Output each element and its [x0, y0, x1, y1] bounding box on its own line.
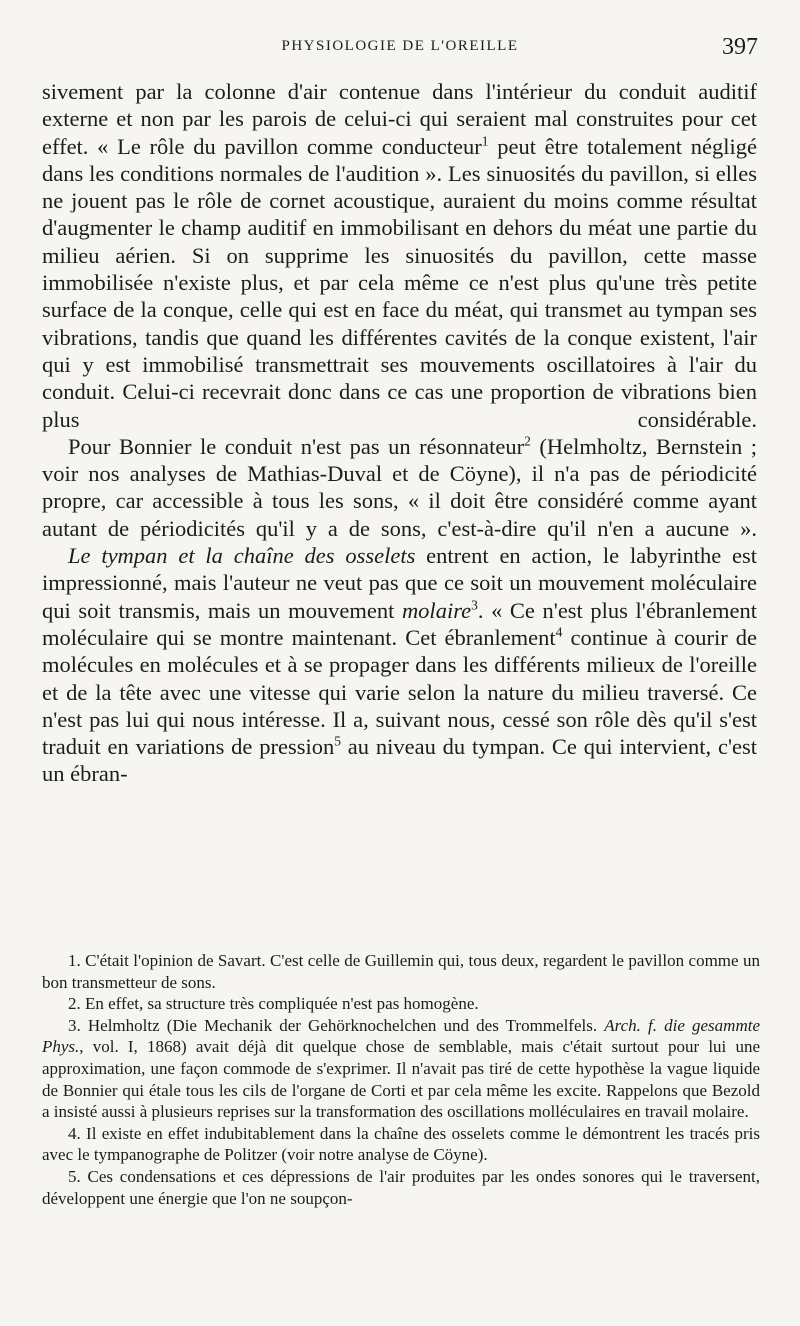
- p1-text-cont: peut être totalement négligé dans les conditions normales de l'audition ». Les sinuosités du pavillon, si elles ne jouent pas le rôle de cornet acoustique, auraient du moins comme résultat d'augmenter le champ auditif en immobilisant en dehors du méat une partie du milieu aérien. Si on supprime les sinuosités du pavillon, cette masse immobilisée n'existe plus, et par cela même ce n'est plus qu'une très petite surface de la conque, celle qui est en face du méat, qui transmet au tympan ses vibrations, tandis que quand les différentes cavités de la conque existent, l'air qui y est immobilisé transmettrait ses mouvements oscillatoires à l'air du conduit. Celui-ci recevrait donc dans ce cas une proportion de vibrations bien plus considérable.: [42, 133, 757, 432]
- footnote-ref-4: 4: [555, 624, 563, 640]
- p2-text: Pour Bonnier le conduit n'est pas un résonnateur: [68, 433, 525, 459]
- body-text: [42, 78, 757, 788]
- footnote-3-text: 3. Helmholtz (Die Mechanik der Gehörknochelchen und des Trommelfels.: [68, 1015, 605, 1035]
- footnote-3: [42, 1015, 760, 1123]
- paragraph-2: [42, 433, 757, 542]
- paragraph-3: [42, 542, 757, 788]
- p3-text-d: au niveau du tympan. Ce qui intervient, c'est un ébran-: [42, 734, 757, 787]
- running-head: [42, 34, 758, 64]
- p3-text-b: . « Ce n'est plus l'ébranlement moléculaire qui se montre maintenant. Cet ébranlement: [42, 597, 758, 650]
- p3-italic-heading: Le tympan et la chaîne des osselets: [68, 543, 416, 569]
- footnote-3-journal: Arch. f. die gesammte Phys.: [42, 1015, 760, 1057]
- running-title: PHYSIOLOGIE DE L'OREILLE: [281, 38, 519, 54]
- p3-text-c: continue à courir de molécules en molécules et à se propager dans les différents milieux de l'oreille et de la tête avec une vitesse qui varie selon la nature du milieu traversé. Ce n'est pas lui qui nous intéresse. Il a, suivant nous, cessé son rôle dès qu'il s'est traduit en variations de pression: [42, 624, 757, 760]
- footnote-1: 1. C'était l'opinion de Savart. C'est celle de Guillemin qui, tous deux, regardent le pavillon comme un bon transmetteur de sons.: [42, 951, 760, 992]
- p1-text: sivement par la colonne d'air contenue dans l'intérieur du conduit auditif externe et non par les parois de celui-ci qui seraient mal construites pour cet effet. « Le rôle du pavillon comme conducteur: [42, 79, 757, 159]
- footnote-ref-3: 3: [471, 597, 478, 613]
- p3-italic-molaire: molaire: [401, 597, 472, 623]
- footnote-ref-1: 1: [481, 133, 489, 149]
- footnote-3-text-cont: , vol. I, 1868) avait déjà dit quelque chose de semblable, mais c'était surtout pour lui une approximation, une façon commode de s'exprimer. Il n'avait pas tiré de cette hypothèse la vague liquide de Bonnier qui étale tous les cils de l'organe de Corti et par cela même les excite. Rappelons que Bezold a insisté aussi à plusieurs reprises sur la transformation des oscillations molléculaires en travail molaire.: [42, 1037, 760, 1122]
- p3-text: entrent en action, le labyrinthe est impressionné, mais l'auteur ne veut pas que ce soit un mouvement moléculaire qui soit transmis, mais un mouvement: [42, 543, 757, 623]
- footnotes: [42, 950, 760, 1209]
- p2-text-cont: (Helmholtz, Bernstein ; voir nos analyses de Mathias-Duval et de Cöyne), il n'a pas de périodicité propre, car accessible à tous les sons, « il doit être considéré comme ayant autant de périodicités qu'il y a de sons, c'est-à-dire qu'il n'en a aucune ».: [42, 433, 757, 541]
- footnote-ref-2: 2: [524, 433, 531, 449]
- footnote-4: 4. Il existe en effet indubitablement dans la chaîne des osselets comme le démontrent les tracés pris avec le tympanographe de Politzer (voir notre analyse de Cöyne).: [42, 1123, 760, 1165]
- footnote-ref-5: 5: [334, 733, 341, 749]
- footnote-5: 5. Ces condensations et ces dépressions de l'air produites par les ondes sonores qui le traversent, développent une énergie que l'on ne soupçon-: [42, 1166, 760, 1208]
- footnote-2: 2. En effet, sa structure très compliquée n'est pas homogène.: [68, 994, 479, 1014]
- page-number: 397: [722, 34, 758, 60]
- paragraph-1: [42, 78, 757, 433]
